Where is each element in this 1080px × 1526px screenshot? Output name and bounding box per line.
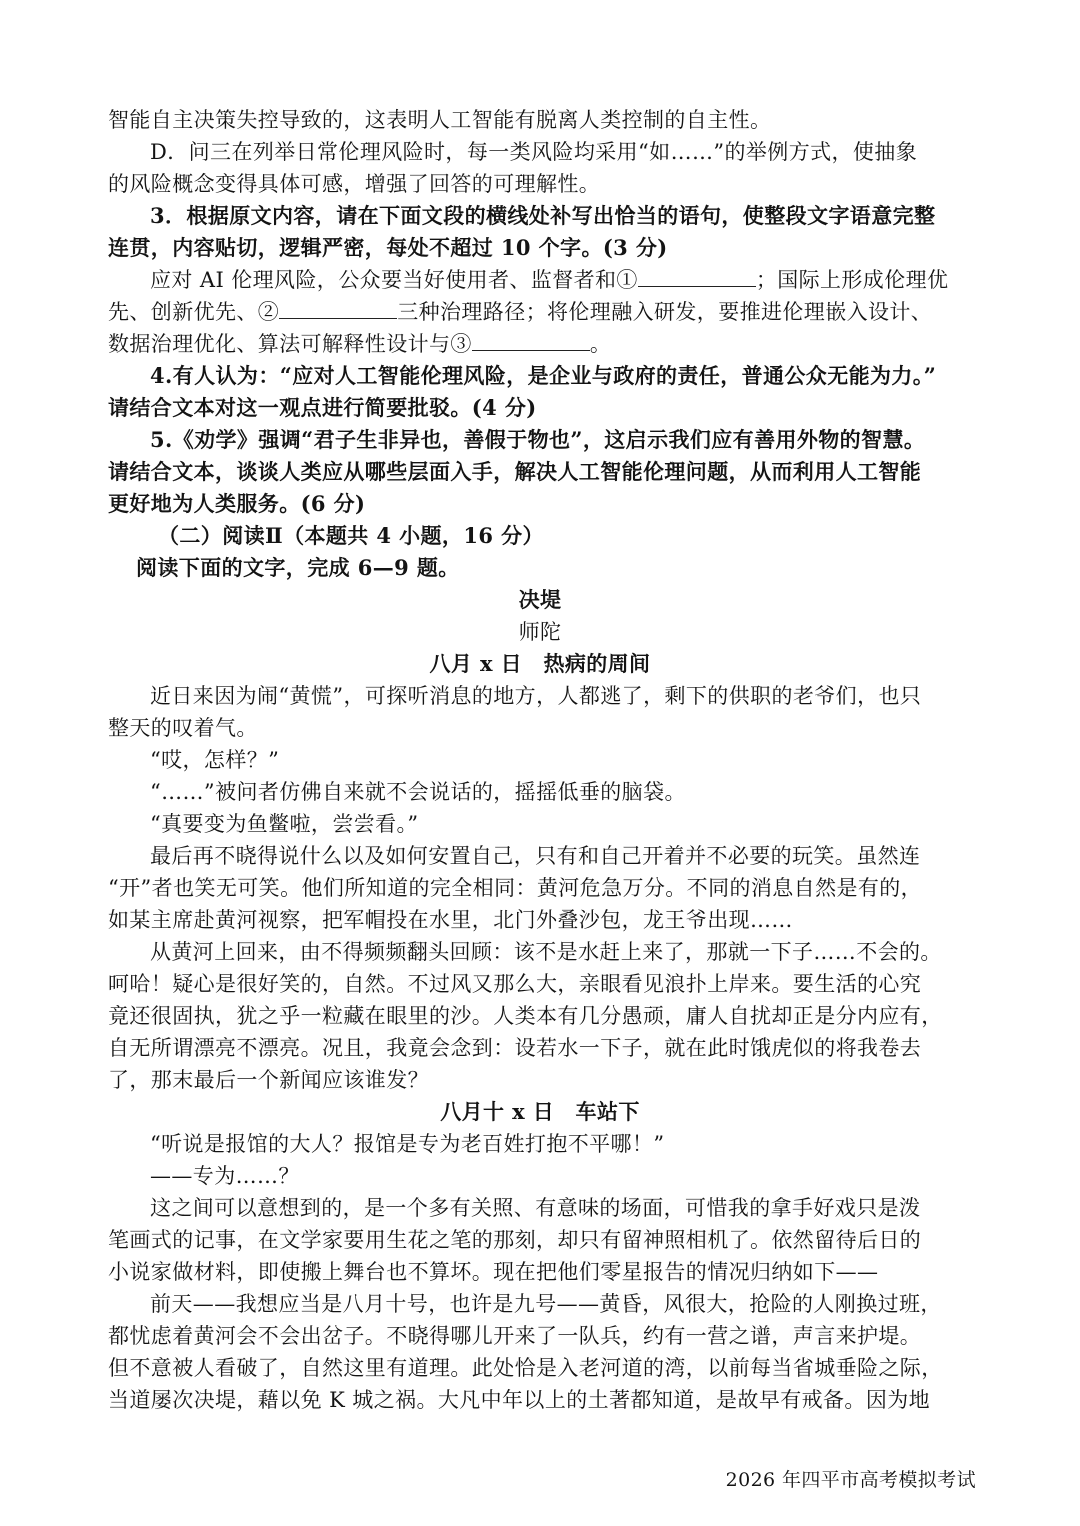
text-segment: ；国际上形成伦理优 [755, 268, 949, 292]
fill-blank-line-3 [108, 328, 978, 360]
paragraph-line: 整天的叹着气。 [108, 716, 258, 740]
paragraph-line: 呵哈！疑心是很好笑的，自然。不过风又那么大，亲眼看见浪扑上岸来。要生活的心究 [108, 972, 922, 996]
paragraph-line: 竟还很固执，犹之乎一粒藏在眼里的沙。人类本有几分愚顽，庸人自扰却正是分内应有， [108, 1004, 943, 1028]
page-footer: 2026 年四平市高考模拟考试 [725, 1469, 976, 1491]
question-5: 5.《劝学》强调“君子生非异也，善假于物也”，这启示我们应有善用外物的智慧。 [150, 427, 926, 452]
section-heading: （二）阅读Ⅱ（本题共 4 小题，16 分） [158, 523, 544, 548]
dialogue-line: “真要变为鱼鳖啦，尝尝看。” [150, 812, 419, 836]
passage-subtitle-2: 八月十 x 日 车站下 [440, 1099, 640, 1124]
dialogue-line: “……”被问者仿佛自来就不会说话的，摇摇低垂的脑袋。 [150, 780, 686, 804]
paragraph-line: 自无所谓漂亮不漂亮。况且，我竟会念到：设若水一下子，就在此时饿虎似的将我卷去 [108, 1036, 922, 1060]
paragraph-line: 如某主席赴黄河视察，把军帽投在水里，北门外叠沙包，龙王爷出现…… [108, 908, 793, 932]
option-d: D．问三在列举日常伦理风险时，每一类风险均采用“如……”的举例方式，使抽象 [150, 140, 918, 164]
text-segment: 。 [589, 332, 612, 356]
paragraph-line: 最后再不晓得说什么以及如何安置自己，只有和自己开着并不必要的玩笑。虽然连 [150, 844, 921, 868]
question-3: 3．根据原文内容，请在下面文段的横线处补写出恰当的语句，使整段文字语意完整 [150, 203, 936, 228]
question-4-cont: 请结合文本对这一观点进行简要批驳。(4 分) [108, 395, 537, 420]
answer-blank-2[interactable] [279, 300, 397, 319]
paragraph-line: 小说家做材料，即使搬上舞台也不算坏。现在把他们零星报告的情况归纳如下—— [108, 1260, 879, 1284]
question-5-cont: 更好地为人类服务。(6 分) [108, 491, 366, 516]
passage-subtitle-1: 八月 x 日 热病的周间 [429, 651, 651, 676]
fill-blank-line-1 [150, 264, 978, 296]
paragraph-line: “开”者也笑无可笑。他们所知道的完全相同：黄河危急万分。不同的消息自然是有的， [108, 876, 923, 900]
paragraph-line: 近日来因为闹“黄慌”，可探听消息的地方，人都逃了，剩下的供职的老爷们，也只 [150, 684, 922, 708]
passage-title: 决堤 [518, 587, 562, 612]
paragraph-line: 都忧虑着黄河会不会出岔子。不晓得哪儿开来了一队兵，约有一营之谱，声言来护堤。 [108, 1324, 922, 1348]
question-3-cont: 连贯，内容贴切，逻辑严密，每处不超过 10 个字。(3 分) [108, 235, 668, 260]
paragraph-line: 了，那末最后一个新闻应该谁发？ [108, 1068, 429, 1092]
answer-blank-3[interactable] [472, 332, 590, 351]
paragraph-line: 但不意被人看破了，自然这里有道理。此处恰是入老河道的湾，以前每当省城垂险之际， [108, 1356, 943, 1380]
text-line: 的风险概念变得具体可感，增强了回答的可理解性。 [108, 172, 601, 196]
dialogue-line: “听说是报馆的大人？报馆是专为老百姓打抱不平哪！” [150, 1132, 665, 1156]
text-segment: 数据治理优化、算法可解释性设计与③ [108, 332, 472, 356]
fill-blank-line-2 [108, 296, 978, 328]
paragraph-line: 从黄河上回来，由不得频频翻头回顾：该不是水赶上来了，那就一下子……不会的。 [150, 940, 942, 964]
answer-blank-1[interactable] [638, 268, 756, 287]
dialogue-line: “哎，怎样？” [150, 748, 280, 772]
section-instruction: 阅读下面的文字，完成 6—9 题。 [136, 555, 460, 580]
question-4: 4.有人认为：“应对人工智能伦理风险，是企业与政府的责任，普通公众无能为力。” [150, 363, 937, 388]
text-segment: 应对 AI 伦理风险，公众要当好使用者、监督者和① [150, 268, 638, 292]
paragraph-line: 当道屡次决堤，藉以免 K 城之祸。大凡中年以上的土著都知道，是故早有戒备。因为地 [108, 1388, 931, 1412]
text-segment: 三种治理路径；将伦理融入研发，要推进伦理嵌入设计、 [397, 300, 933, 324]
paragraph-line: 前天——我想应当是八月十号，也许是九号——黄昏，风很大，抢险的人刚换过班， [150, 1292, 942, 1316]
question-5-cont: 请结合文本，谈谈人类应从哪些层面入手，解决人工智能伦理问题，从而利用人工智能 [108, 459, 922, 484]
paragraph-line: 这之间可以意想到的，是一个多有关照、有意味的场面，可惜我的拿手好戏只是泼 [150, 1196, 921, 1220]
passage-author: 师陀 [518, 620, 562, 644]
dialogue-line: ——专为……？ [150, 1164, 300, 1188]
text-segment: 先、创新优先、② [108, 300, 280, 324]
paragraph-line: 笔画式的记事，在文学家要用生花之笔的那刻，却只有留神照相机了。依然留待后日的 [108, 1228, 922, 1252]
text-line: 智能自主决策失控导致的，这表明人工智能有脱离人类控制的自主性。 [108, 108, 772, 132]
